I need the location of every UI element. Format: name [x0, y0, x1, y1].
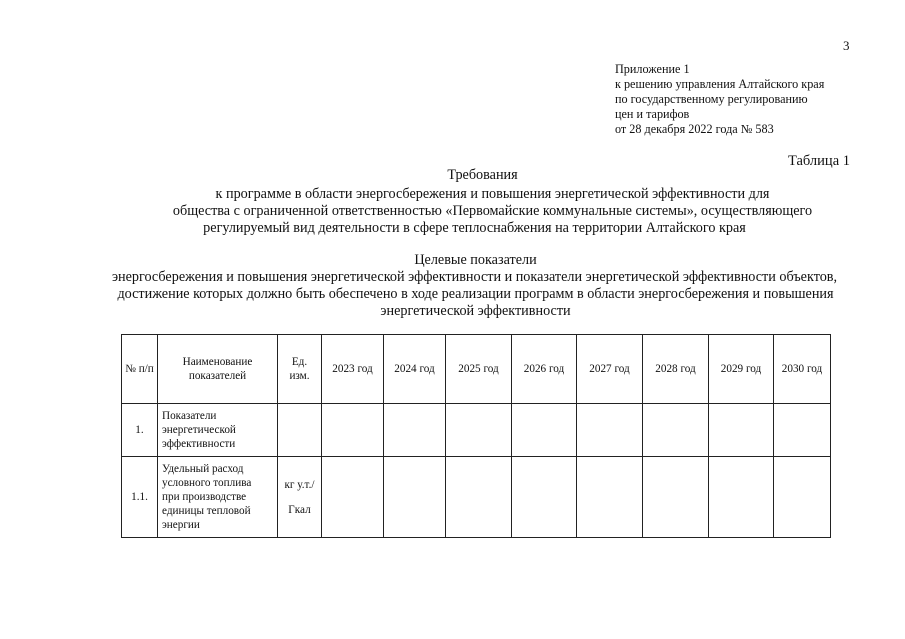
- row-name-line: Удельный расход: [162, 463, 244, 475]
- header-year: 2025 год: [446, 335, 512, 404]
- row-value: [774, 457, 831, 538]
- indicators-table: [121, 334, 831, 538]
- row-unit-line: Гкал: [288, 503, 311, 516]
- row-name-line: при производстве: [162, 491, 247, 503]
- header-year: 2023 год: [322, 335, 384, 404]
- row-name-line: эффективности: [162, 438, 236, 450]
- appendix-block: [615, 62, 824, 137]
- requirements-line: к программе в области энергосбережения и повышения энергетической эффективности для: [215, 186, 770, 202]
- row-num: 1.: [122, 404, 158, 457]
- row-name: [158, 457, 278, 538]
- table-row: [122, 457, 831, 538]
- appendix-line: цен и тарифов: [615, 107, 690, 121]
- header-year: 2028 год: [643, 335, 709, 404]
- row-value: [512, 457, 577, 538]
- targets-line: достижение которых должно быть обеспечено в ходе реализации программ в области энергосбережения и повышения: [117, 286, 834, 302]
- row-num: 1.1.: [122, 457, 158, 538]
- header-year: 2029 год: [709, 335, 774, 404]
- row-unit: [278, 404, 322, 457]
- row-value: [446, 404, 512, 457]
- requirements-title: Требования: [447, 167, 518, 183]
- row-value: [709, 404, 774, 457]
- row-name: [158, 404, 278, 457]
- header-unit-line: Ед.: [291, 356, 308, 368]
- row-name-line: условного топлива: [162, 477, 252, 489]
- row-value: [446, 457, 512, 538]
- row-value: [384, 457, 446, 538]
- requirements-line: общества с ограниченной ответственностью «Первомайские коммунальные системы», осуществляющего: [172, 203, 813, 219]
- header-num: № п/п: [122, 335, 158, 404]
- table-header-row: [122, 335, 831, 404]
- row-value: [774, 404, 831, 457]
- header-unit: [278, 335, 322, 404]
- row-value: [384, 404, 446, 457]
- row-value: [643, 457, 709, 538]
- table-row: [122, 404, 831, 457]
- appendix-line: по государственному регулированию: [615, 92, 808, 106]
- header-year: 2026 год: [512, 335, 577, 404]
- appendix-line: от 28 декабря 2022 года № 583: [615, 122, 774, 136]
- header-name: [158, 335, 278, 404]
- row-value: [577, 457, 643, 538]
- row-value: [512, 404, 577, 457]
- page-number: 3: [843, 38, 850, 53]
- header-name-line: показателей: [188, 370, 247, 382]
- targets-line: энергосбережения и повышения энергетической эффективности и показатели энергетической эффективности объектов,: [111, 269, 838, 285]
- targets-title: Целевые показатели: [414, 252, 537, 268]
- header-year: 2024 год: [384, 335, 446, 404]
- row-name-line: единицы тепловой: [162, 505, 251, 517]
- row-name-line: Показатели: [162, 410, 217, 422]
- row-value: [709, 457, 774, 538]
- row-name-line: энергетической: [162, 424, 236, 436]
- row-value: [322, 457, 384, 538]
- row-unit: [278, 457, 322, 538]
- row-value: [322, 404, 384, 457]
- row-value: [643, 404, 709, 457]
- header-name-line: Наименование: [182, 356, 253, 368]
- targets-line: энергетической эффективности: [380, 303, 571, 319]
- table-label: Таблица 1: [787, 153, 850, 169]
- requirements-line: регулируемый вид деятельности в сфере теплоснабжения на территории Алтайского края: [203, 220, 746, 236]
- header-year: 2030 год: [774, 335, 831, 404]
- appendix-line: к решению управления Алтайского края: [615, 77, 825, 91]
- row-value: [577, 404, 643, 457]
- row-name-line: энергии: [162, 519, 200, 531]
- header-year: 2027 год: [577, 335, 643, 404]
- row-unit-line: кг у.т./: [284, 478, 315, 491]
- appendix-line: Приложение 1: [615, 62, 690, 76]
- header-unit-line: изм.: [289, 370, 310, 382]
